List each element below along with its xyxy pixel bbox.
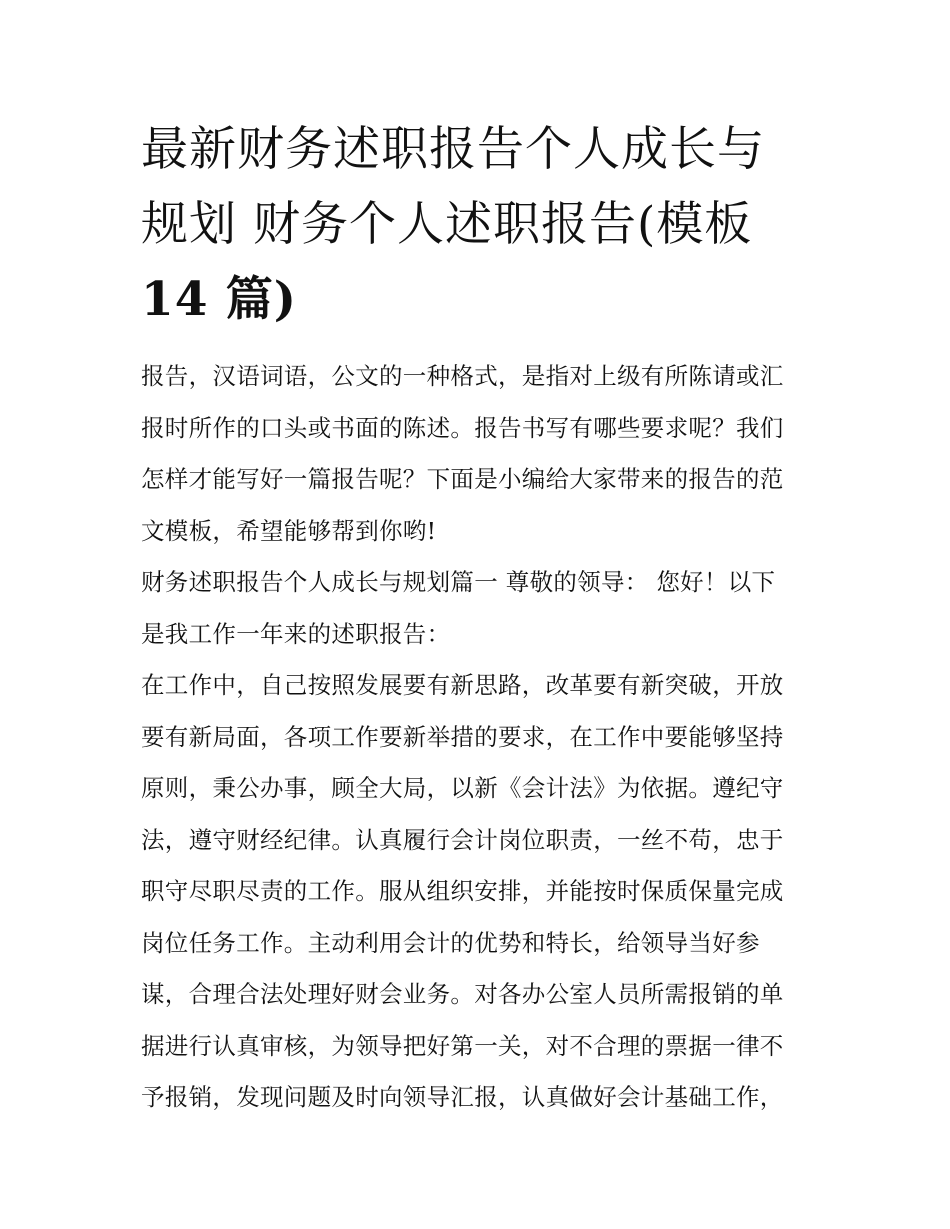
text-line: 是我工作一年来的述职报告： [141, 619, 451, 648]
text-line: 财务述职报告个人成长与规划篇一 尊敬的领导： 您好！以下 [141, 568, 776, 596]
text-line: 要有新局面，各项工作要新举措的要求，在工作中要能够坚持 [141, 722, 784, 751]
text-line: 谋，合理合法处理好财会业务。对各办公室人员所需报销的单 [141, 980, 784, 1008]
title-line-3: 14 篇) [141, 272, 298, 327]
paragraph-work [141, 660, 821, 1124]
title-line-1: 最新财务述职报告个人成长与 [141, 122, 765, 177]
document-body [141, 351, 821, 1124]
paragraph-intro [141, 351, 821, 557]
text-line: 职守尽职尽责的工作。服从组织安排，并能按时保质保量完成 [141, 877, 784, 905]
text-line: 岗位任务工作。主动利用会计的优势和特长，给领导当好参 [141, 928, 760, 957]
text-line: 原则，秉公办事，顾全大局，以新《会计法》为依据。遵纪守 [141, 774, 784, 802]
text-line: 报告，汉语词语，公文的一种格式，是指对上级有所陈请或汇 [141, 362, 784, 390]
text-line: 予报销，发现问题及时向领导汇报，认真做好会计基础工作， [141, 1083, 784, 1111]
text-line: 据进行认真审核，为领导把好第一关，对不合理的票据一律不 [141, 1031, 784, 1060]
text-line: 报时所作的口头或书面的陈述。报告书写有哪些要求呢？我们 [141, 413, 784, 442]
document-title [141, 112, 821, 337]
document-page [141, 112, 821, 1124]
text-line: 怎样才能写好一篇报告呢？下面是小编给大家带来的报告的范 [141, 465, 784, 493]
text-line: 法，遵守财经纪律。认真履行会计岗位职责，一丝不苟，忠于 [141, 825, 784, 854]
text-line: 文模板，希望能够帮到你哟! [141, 516, 437, 545]
text-line: 在工作中，自己按照发展要有新思路，改革要有新突破，开放 [141, 671, 784, 699]
title-line-2: 规划 财务个人述职报告(模板 [141, 197, 753, 252]
paragraph-greeting [141, 557, 821, 660]
